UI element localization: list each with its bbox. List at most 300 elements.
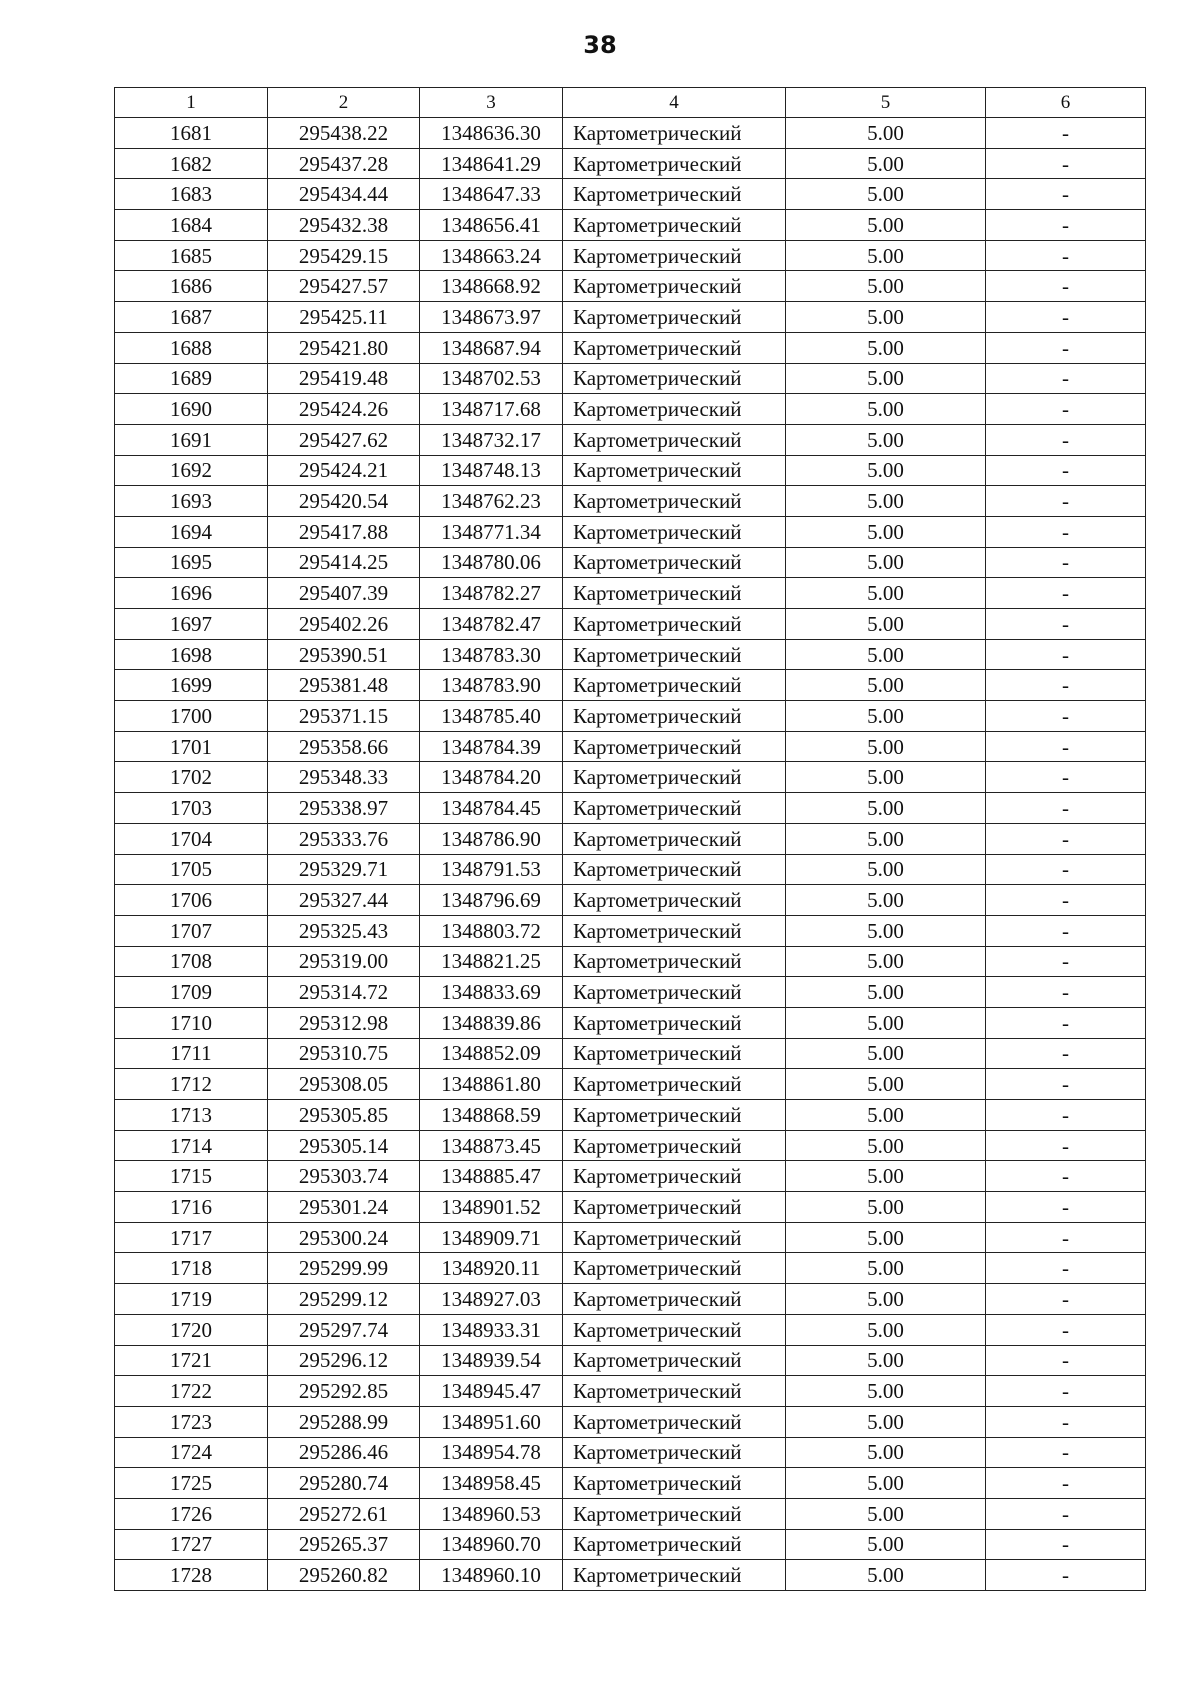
y-coordinate-cell: 1348791.53	[420, 854, 563, 885]
table-header-row	[115, 88, 1146, 118]
x-coordinate-cell: 295420.54	[268, 486, 420, 517]
method-cell: Картометрический	[563, 578, 786, 609]
method-cell: Картометрический	[563, 1069, 786, 1100]
y-coordinate-cell: 1348927.03	[420, 1284, 563, 1315]
accuracy-cell: 5.00	[786, 1406, 986, 1437]
table-row	[115, 1406, 1146, 1437]
point-number-cell: 1719	[115, 1284, 268, 1315]
accuracy-cell: 5.00	[786, 670, 986, 701]
method-cell: Картометрический	[563, 823, 786, 854]
point-number-cell: 1681	[115, 118, 268, 149]
table-row	[115, 118, 1146, 149]
accuracy-cell: 5.00	[786, 455, 986, 486]
table-row	[115, 1007, 1146, 1038]
point-number-cell: 1683	[115, 179, 268, 210]
x-coordinate-cell: 295419.48	[268, 363, 420, 394]
point-number-cell: 1689	[115, 363, 268, 394]
accuracy-cell: 5.00	[786, 240, 986, 271]
y-coordinate-cell: 1348783.90	[420, 670, 563, 701]
x-coordinate-cell: 295381.48	[268, 670, 420, 701]
table-row	[115, 1529, 1146, 1560]
table-row	[115, 547, 1146, 578]
x-coordinate-cell: 295427.57	[268, 271, 420, 302]
note-cell: -	[986, 1069, 1146, 1100]
method-cell: Картометрический	[563, 1253, 786, 1284]
x-coordinate-cell: 295301.24	[268, 1192, 420, 1223]
y-coordinate-cell: 1348762.23	[420, 486, 563, 517]
y-coordinate-cell: 1348885.47	[420, 1161, 563, 1192]
table-row	[115, 271, 1146, 302]
y-coordinate-cell: 1348873.45	[420, 1130, 563, 1161]
accuracy-cell: 5.00	[786, 486, 986, 517]
accuracy-cell: 5.00	[786, 1560, 986, 1591]
x-coordinate-cell: 295390.51	[268, 639, 420, 670]
x-coordinate-cell: 295438.22	[268, 118, 420, 149]
point-number-cell: 1686	[115, 271, 268, 302]
x-coordinate-cell: 295333.76	[268, 823, 420, 854]
accuracy-cell: 5.00	[786, 1498, 986, 1529]
method-cell: Картометрический	[563, 1161, 786, 1192]
note-cell: -	[986, 1161, 1146, 1192]
point-number-cell: 1699	[115, 670, 268, 701]
method-cell: Картометрический	[563, 1468, 786, 1499]
table-row	[115, 240, 1146, 271]
table-row	[115, 1284, 1146, 1315]
table-row	[115, 455, 1146, 486]
y-coordinate-cell: 1348784.45	[420, 793, 563, 824]
y-coordinate-cell: 1348960.53	[420, 1498, 563, 1529]
note-cell: -	[986, 1376, 1146, 1407]
point-number-cell: 1705	[115, 854, 268, 885]
y-coordinate-cell: 1348782.27	[420, 578, 563, 609]
method-cell: Картометрический	[563, 701, 786, 732]
x-coordinate-cell: 295303.74	[268, 1161, 420, 1192]
accuracy-cell: 5.00	[786, 1314, 986, 1345]
table-row	[115, 854, 1146, 885]
y-coordinate-cell: 1348960.70	[420, 1529, 563, 1560]
table-row	[115, 424, 1146, 455]
x-coordinate-cell: 295312.98	[268, 1007, 420, 1038]
accuracy-cell: 5.00	[786, 424, 986, 455]
table-row	[115, 762, 1146, 793]
note-cell: -	[986, 1222, 1146, 1253]
table-row	[115, 823, 1146, 854]
y-coordinate-cell: 1348839.86	[420, 1007, 563, 1038]
method-cell: Картометрический	[563, 762, 786, 793]
y-coordinate-cell: 1348958.45	[420, 1468, 563, 1499]
method-cell: Картометрический	[563, 394, 786, 425]
x-coordinate-cell: 295300.24	[268, 1222, 420, 1253]
x-coordinate-cell: 295288.99	[268, 1406, 420, 1437]
note-cell: -	[986, 946, 1146, 977]
note-cell: -	[986, 609, 1146, 640]
point-number-cell: 1710	[115, 1007, 268, 1038]
accuracy-cell: 5.00	[786, 1100, 986, 1131]
note-cell: -	[986, 1038, 1146, 1069]
method-cell: Картометрический	[563, 1376, 786, 1407]
table-row	[115, 1468, 1146, 1499]
y-coordinate-cell: 1348780.06	[420, 547, 563, 578]
accuracy-cell: 5.00	[786, 1130, 986, 1161]
note-cell: -	[986, 731, 1146, 762]
table-row	[115, 332, 1146, 363]
point-number-cell: 1714	[115, 1130, 268, 1161]
y-coordinate-cell: 1348647.33	[420, 179, 563, 210]
accuracy-cell: 5.00	[786, 609, 986, 640]
table-row	[115, 885, 1146, 916]
method-cell: Картометрический	[563, 915, 786, 946]
note-cell: -	[986, 118, 1146, 149]
point-number-cell: 1712	[115, 1069, 268, 1100]
x-coordinate-cell: 295425.11	[268, 302, 420, 333]
method-cell: Картометрический	[563, 302, 786, 333]
accuracy-cell: 5.00	[786, 915, 986, 946]
note-cell: -	[986, 885, 1146, 916]
point-number-cell: 1696	[115, 578, 268, 609]
table-row	[115, 793, 1146, 824]
method-cell: Картометрический	[563, 1437, 786, 1468]
x-coordinate-cell: 295358.66	[268, 731, 420, 762]
y-coordinate-cell: 1348803.72	[420, 915, 563, 946]
accuracy-cell: 5.00	[786, 1038, 986, 1069]
accuracy-cell: 5.00	[786, 639, 986, 670]
method-cell: Картометрический	[563, 1038, 786, 1069]
x-coordinate-cell: 295272.61	[268, 1498, 420, 1529]
point-number-cell: 1725	[115, 1468, 268, 1499]
point-number-cell: 1718	[115, 1253, 268, 1284]
table-row	[115, 394, 1146, 425]
page-number: 38	[583, 31, 617, 59]
method-cell: Картометрический	[563, 1222, 786, 1253]
point-number-cell: 1694	[115, 516, 268, 547]
note-cell: -	[986, 455, 1146, 486]
x-coordinate-cell: 295371.15	[268, 701, 420, 732]
x-coordinate-cell: 295305.14	[268, 1130, 420, 1161]
method-cell: Картометрический	[563, 547, 786, 578]
table-row	[115, 486, 1146, 517]
table-row	[115, 1069, 1146, 1100]
method-cell: Картометрический	[563, 486, 786, 517]
point-number-cell: 1726	[115, 1498, 268, 1529]
y-coordinate-cell: 1348656.41	[420, 210, 563, 241]
accuracy-cell: 5.00	[786, 885, 986, 916]
note-cell: -	[986, 547, 1146, 578]
x-coordinate-cell: 295299.99	[268, 1253, 420, 1284]
accuracy-cell: 5.00	[786, 578, 986, 609]
method-cell: Картометрический	[563, 670, 786, 701]
y-coordinate-cell: 1348717.68	[420, 394, 563, 425]
point-number-cell: 1716	[115, 1192, 268, 1223]
accuracy-cell: 5.00	[786, 179, 986, 210]
note-cell: -	[986, 639, 1146, 670]
y-coordinate-cell: 1348868.59	[420, 1100, 563, 1131]
accuracy-cell: 5.00	[786, 516, 986, 547]
note-cell: -	[986, 516, 1146, 547]
note-cell: -	[986, 1345, 1146, 1376]
accuracy-cell: 5.00	[786, 148, 986, 179]
y-coordinate-cell: 1348852.09	[420, 1038, 563, 1069]
point-number-cell: 1720	[115, 1314, 268, 1345]
table-row	[115, 578, 1146, 609]
accuracy-cell: 5.00	[786, 1192, 986, 1223]
table-row	[115, 946, 1146, 977]
table-row	[115, 1130, 1146, 1161]
x-coordinate-cell: 295427.62	[268, 424, 420, 455]
accuracy-cell: 5.00	[786, 1222, 986, 1253]
accuracy-cell: 5.00	[786, 1529, 986, 1560]
method-cell: Картометрический	[563, 1406, 786, 1437]
y-coordinate-cell: 1348771.34	[420, 516, 563, 547]
point-number-cell: 1684	[115, 210, 268, 241]
note-cell: -	[986, 302, 1146, 333]
note-cell: -	[986, 854, 1146, 885]
method-cell: Картометрический	[563, 210, 786, 241]
y-coordinate-cell: 1348951.60	[420, 1406, 563, 1437]
point-number-cell: 1711	[115, 1038, 268, 1069]
note-cell: -	[986, 210, 1146, 241]
x-coordinate-cell: 295297.74	[268, 1314, 420, 1345]
note-cell: -	[986, 701, 1146, 732]
table-row	[115, 1498, 1146, 1529]
table-row	[115, 179, 1146, 210]
table-row	[115, 302, 1146, 333]
table-row	[115, 1100, 1146, 1131]
column-header: 6	[986, 88, 1146, 118]
accuracy-cell: 5.00	[786, 118, 986, 149]
point-number-cell: 1700	[115, 701, 268, 732]
accuracy-cell: 5.00	[786, 271, 986, 302]
point-number-cell: 1695	[115, 547, 268, 578]
y-coordinate-cell: 1348939.54	[420, 1345, 563, 1376]
method-cell: Картометрический	[563, 1284, 786, 1315]
method-cell: Картометрический	[563, 148, 786, 179]
accuracy-cell: 5.00	[786, 302, 986, 333]
note-cell: -	[986, 1007, 1146, 1038]
method-cell: Картометрический	[563, 363, 786, 394]
x-coordinate-cell: 295348.33	[268, 762, 420, 793]
x-coordinate-cell: 295414.25	[268, 547, 420, 578]
x-coordinate-cell: 295314.72	[268, 977, 420, 1008]
table-row	[115, 1038, 1146, 1069]
y-coordinate-cell: 1348833.69	[420, 977, 563, 1008]
column-header: 3	[420, 88, 563, 118]
table-row	[115, 915, 1146, 946]
method-cell: Картометрический	[563, 455, 786, 486]
table-row	[115, 1253, 1146, 1284]
note-cell: -	[986, 486, 1146, 517]
method-cell: Картометрический	[563, 118, 786, 149]
table-row	[115, 701, 1146, 732]
note-cell: -	[986, 148, 1146, 179]
accuracy-cell: 5.00	[786, 547, 986, 578]
note-cell: -	[986, 271, 1146, 302]
y-coordinate-cell: 1348821.25	[420, 946, 563, 977]
accuracy-cell: 5.00	[786, 1468, 986, 1499]
note-cell: -	[986, 363, 1146, 394]
y-coordinate-cell: 1348861.80	[420, 1069, 563, 1100]
y-coordinate-cell: 1348732.17	[420, 424, 563, 455]
y-coordinate-cell: 1348668.92	[420, 271, 563, 302]
y-coordinate-cell: 1348636.30	[420, 118, 563, 149]
x-coordinate-cell: 295437.28	[268, 148, 420, 179]
x-coordinate-cell: 295429.15	[268, 240, 420, 271]
point-number-cell: 1693	[115, 486, 268, 517]
note-cell: -	[986, 670, 1146, 701]
accuracy-cell: 5.00	[786, 363, 986, 394]
method-cell: Картометрический	[563, 1498, 786, 1529]
method-cell: Картометрический	[563, 1345, 786, 1376]
accuracy-cell: 5.00	[786, 1345, 986, 1376]
point-number-cell: 1704	[115, 823, 268, 854]
x-coordinate-cell: 295296.12	[268, 1345, 420, 1376]
y-coordinate-cell: 1348796.69	[420, 885, 563, 916]
point-number-cell: 1721	[115, 1345, 268, 1376]
y-coordinate-cell: 1348784.39	[420, 731, 563, 762]
note-cell: -	[986, 915, 1146, 946]
table-row	[115, 1345, 1146, 1376]
point-number-cell: 1688	[115, 332, 268, 363]
accuracy-cell: 5.00	[786, 946, 986, 977]
x-coordinate-cell: 295424.26	[268, 394, 420, 425]
table-row	[115, 516, 1146, 547]
accuracy-cell: 5.00	[786, 394, 986, 425]
column-header: 2	[268, 88, 420, 118]
table-row	[115, 731, 1146, 762]
y-coordinate-cell: 1348687.94	[420, 332, 563, 363]
point-number-cell: 1692	[115, 455, 268, 486]
x-coordinate-cell: 295292.85	[268, 1376, 420, 1407]
note-cell: -	[986, 240, 1146, 271]
x-coordinate-cell: 295421.80	[268, 332, 420, 363]
point-number-cell: 1727	[115, 1529, 268, 1560]
x-coordinate-cell: 295325.43	[268, 915, 420, 946]
note-cell: -	[986, 793, 1146, 824]
accuracy-cell: 5.00	[786, 854, 986, 885]
table-row	[115, 1314, 1146, 1345]
y-coordinate-cell: 1348782.47	[420, 609, 563, 640]
point-number-cell: 1728	[115, 1560, 268, 1591]
note-cell: -	[986, 1560, 1146, 1591]
point-number-cell: 1723	[115, 1406, 268, 1437]
point-number-cell: 1724	[115, 1437, 268, 1468]
x-coordinate-cell: 295434.44	[268, 179, 420, 210]
x-coordinate-cell: 295407.39	[268, 578, 420, 609]
point-number-cell: 1715	[115, 1161, 268, 1192]
x-coordinate-cell: 295329.71	[268, 854, 420, 885]
x-coordinate-cell: 295327.44	[268, 885, 420, 916]
note-cell: -	[986, 1468, 1146, 1499]
y-coordinate-cell: 1348785.40	[420, 701, 563, 732]
accuracy-cell: 5.00	[786, 823, 986, 854]
table-body	[115, 118, 1146, 1591]
method-cell: Картометрический	[563, 516, 786, 547]
method-cell: Картометрический	[563, 271, 786, 302]
note-cell: -	[986, 1498, 1146, 1529]
accuracy-cell: 5.00	[786, 731, 986, 762]
y-coordinate-cell: 1348933.31	[420, 1314, 563, 1345]
method-cell: Картометрический	[563, 1529, 786, 1560]
x-coordinate-cell: 295280.74	[268, 1468, 420, 1499]
column-header: 4	[563, 88, 786, 118]
column-header: 5	[786, 88, 986, 118]
note-cell: -	[986, 1314, 1146, 1345]
y-coordinate-cell: 1348945.47	[420, 1376, 563, 1407]
table-row	[115, 639, 1146, 670]
y-coordinate-cell: 1348783.30	[420, 639, 563, 670]
table-row	[115, 1222, 1146, 1253]
method-cell: Картометрический	[563, 179, 786, 210]
method-cell: Картометрический	[563, 609, 786, 640]
method-cell: Картометрический	[563, 1100, 786, 1131]
method-cell: Картометрический	[563, 639, 786, 670]
y-coordinate-cell: 1348784.20	[420, 762, 563, 793]
method-cell: Картометрический	[563, 424, 786, 455]
note-cell: -	[986, 1437, 1146, 1468]
method-cell: Картометрический	[563, 793, 786, 824]
table-row	[115, 977, 1146, 1008]
x-coordinate-cell: 295432.38	[268, 210, 420, 241]
note-cell: -	[986, 823, 1146, 854]
y-coordinate-cell: 1348786.90	[420, 823, 563, 854]
x-coordinate-cell: 295265.37	[268, 1529, 420, 1560]
method-cell: Картометрический	[563, 332, 786, 363]
x-coordinate-cell: 295305.85	[268, 1100, 420, 1131]
table-row	[115, 1560, 1146, 1591]
note-cell: -	[986, 424, 1146, 455]
y-coordinate-cell: 1348673.97	[420, 302, 563, 333]
note-cell: -	[986, 332, 1146, 363]
note-cell: -	[986, 1100, 1146, 1131]
y-coordinate-cell: 1348909.71	[420, 1222, 563, 1253]
method-cell: Картометрический	[563, 854, 786, 885]
point-number-cell: 1697	[115, 609, 268, 640]
x-coordinate-cell: 295402.26	[268, 609, 420, 640]
table-row	[115, 1161, 1146, 1192]
method-cell: Картометрический	[563, 731, 786, 762]
x-coordinate-cell: 295260.82	[268, 1560, 420, 1591]
point-number-cell: 1701	[115, 731, 268, 762]
point-number-cell: 1703	[115, 793, 268, 824]
y-coordinate-cell: 1348748.13	[420, 455, 563, 486]
point-number-cell: 1713	[115, 1100, 268, 1131]
method-cell: Картометрический	[563, 1007, 786, 1038]
accuracy-cell: 5.00	[786, 1437, 986, 1468]
method-cell: Картометрический	[563, 1130, 786, 1161]
note-cell: -	[986, 1253, 1146, 1284]
table-row	[115, 609, 1146, 640]
note-cell: -	[986, 1529, 1146, 1560]
method-cell: Картометрический	[563, 946, 786, 977]
accuracy-cell: 5.00	[786, 762, 986, 793]
note-cell: -	[986, 762, 1146, 793]
column-header: 1	[115, 88, 268, 118]
point-number-cell: 1691	[115, 424, 268, 455]
x-coordinate-cell: 295417.88	[268, 516, 420, 547]
point-number-cell: 1690	[115, 394, 268, 425]
note-cell: -	[986, 1130, 1146, 1161]
table-row	[115, 148, 1146, 179]
note-cell: -	[986, 977, 1146, 1008]
table-row	[115, 363, 1146, 394]
accuracy-cell: 5.00	[786, 1161, 986, 1192]
point-number-cell: 1706	[115, 885, 268, 916]
point-number-cell: 1687	[115, 302, 268, 333]
table-row	[115, 1437, 1146, 1468]
point-number-cell: 1702	[115, 762, 268, 793]
note-cell: -	[986, 1192, 1146, 1223]
y-coordinate-cell: 1348702.53	[420, 363, 563, 394]
table-row	[115, 670, 1146, 701]
